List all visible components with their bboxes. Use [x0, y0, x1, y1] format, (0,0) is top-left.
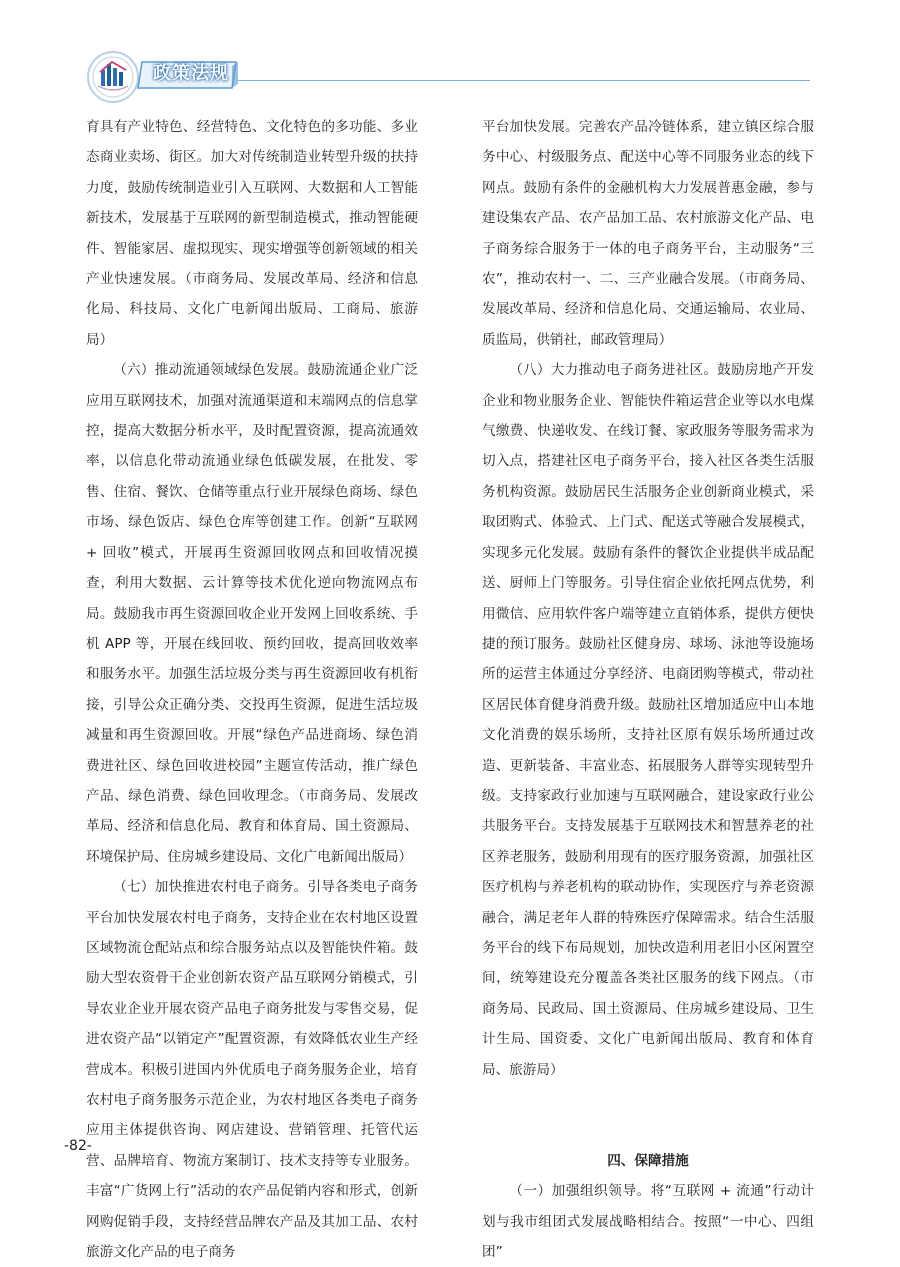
section-heading: 四、保障措施	[607, 1152, 689, 1169]
paragraph: （六）推动流通领域绿色发展。鼓励流通企业广泛应用互联网技术，加强对流通渠道和末端网点的信息掌控，提高大数据分析水平，及时配置资源，提高流通效率，以信息化带动流通业绿色低碳发展，在批发、零售、住宿、餐饮、仓储等重点行业开展绿色商场、绿色市场、绿色饭店、绿色仓库等创建工作。创新“互联网 + 回收”模式，开展再生资源回收网点和回收情况摸查，利用大数据、云计算等技术优化逆向物流网点布局。鼓励我市再生资源回收企业开发网上回收系统、手机 APP 等，开展在线回收、预约回收，提高回收效率和服务水平。加强生活垃圾分类与再生资源回收有机衔接，引导公众正确分类、交投再生资源，促进生活垃圾减量和再生资源回收。开展“绿色产品进商场、绿色消费进社区、绿色回收进校园”主题宣传活动，推广绿色产品、绿色消费、绿色回收理念。（市商务局、发展改革局、经济和信息化局、教育和体育局、国土资源局、环境保护局、住房城乡建设局、文化广电新闻出版局）	[86, 362, 418, 865]
page-number: -82-	[64, 1138, 92, 1154]
right-column	[482, 112, 814, 1267]
paragraph: （七）加快推进农村电子商务。引导各类电子商务平台加快发展农村电子商务，支持企业在农村地区设置区域物流仓配站点和综合服务站点以及智能快件箱。鼓励大型农资骨干企业创新农资产品互联网分销模式，引导农业企业开展农资产品电子商务批发与零售交易，促进农资产品“以销定产”配置资源，有效降低农业生产经营成本。积极引进国内外优质电子商务服务企业，培育农村电子商务服务示范企业，为农村地区各类电子商务应用主体提供咨询、网店建设、营销管理、托管代运营、品牌培育、物流方案制订、技术支持等专业服务。丰富“广货网上行”活动的农产品促销内容和形式，创新网购促销手段，支持经营品牌农产品及其加工品、农村旅游文化产品的电子商务	[86, 879, 418, 1261]
emblem-logo-icon	[86, 50, 140, 104]
paragraph: 育具有产业特色、经营特色、文化特色的多功能、多业态商业卖场、街区。加大对传统制造业转型升级的扶持力度，鼓励传统制造业引入互联网、大数据和人工智能新技术，发展基于互联网的新型制造模式，推动智能硬件、智能家居、虚拟现实、现实增强等创新领域的相关产业快速发展。（市商务局、发展改革局、经济和信息化局、科技局、文化广电新闻出版局、工商局、旅游局）	[86, 119, 418, 348]
left-column	[86, 112, 418, 1267]
paragraph: （八）大力推动电子商务进社区。鼓励房地产开发企业和物业服务企业、智能快件箱运营企业等以水电煤气缴费、快递收发、在线订餐、家政服务等服务需求为切入点，搭建社区电子商务平台，接入社区各类生活服务机构资源。鼓励居民生活服务企业创新商业模式，采取团购式、体验式、上门式、配送式等融合发展模式，实现多元化发展。鼓励有条件的餐饮企业提供半成品配送、厨师上门等服务。引导住宿企业依托网点优势，利用微信、应用软件客户端等建立直销体系，提供方便快捷的预订服务。鼓励社区健身房、球场、泳池等设施场所的运营主体通过分享经济、电商团购等模式，带动社区居民体育健身消费升级。鼓励社区增加适应中山本地文化消费的娱乐场所，支持社区原有娱乐场所通过改造、更新装备、丰富业态、拓展服务人群等实现转型升级。支持家政行业加速与互联网融合，建设家政行业公共服务平台。支持发展基于互联网技术和智慧养老的社区养老服务，鼓励利用现有的医疗服务资源，加强社区医疗机构与养老机构的联动协作，实现医疗与养老资源融合，满足老年人群的特殊医疗保障需求。结合生活服务平台的线下布局规划，加快改造利用老旧小区闲置空间，统筹建设充分覆盖各类社区服务的线下网点。（市商务局、民政局、国土资源局、住房城乡建设局、卫生计生局、国资委、文化广电新闻出版局、教育和体育局、旅游局）	[482, 362, 814, 1078]
header-rule	[238, 80, 810, 81]
paragraph: （一）加强组织领导。将“互联网 + 流通”行动计划与我市组团式发展战略相结合。按照“一中心、四组团”	[482, 1183, 814, 1261]
paragraph: 平台加快发展。完善农产品冷链体系，建立镇区综合服务中心、村级服务点、配送中心等不同服务业态的线下网点。鼓励有条件的金融机构大力发展普惠金融，参与建设集农产品、农产品加工品、农村旅游文化产品、电子商务综合服务于一体的电子商务平台，主动服务“三农”，推动农村一、二、三产业融合发展。（市商务局、发展改革局、经济和信息化局、交通运输局、农业局、质监局，供销社，邮政管理局）	[482, 119, 814, 348]
spacer	[482, 1085, 814, 1146]
section-title: 政策法规	[153, 63, 229, 84]
page-header	[0, 0, 900, 100]
